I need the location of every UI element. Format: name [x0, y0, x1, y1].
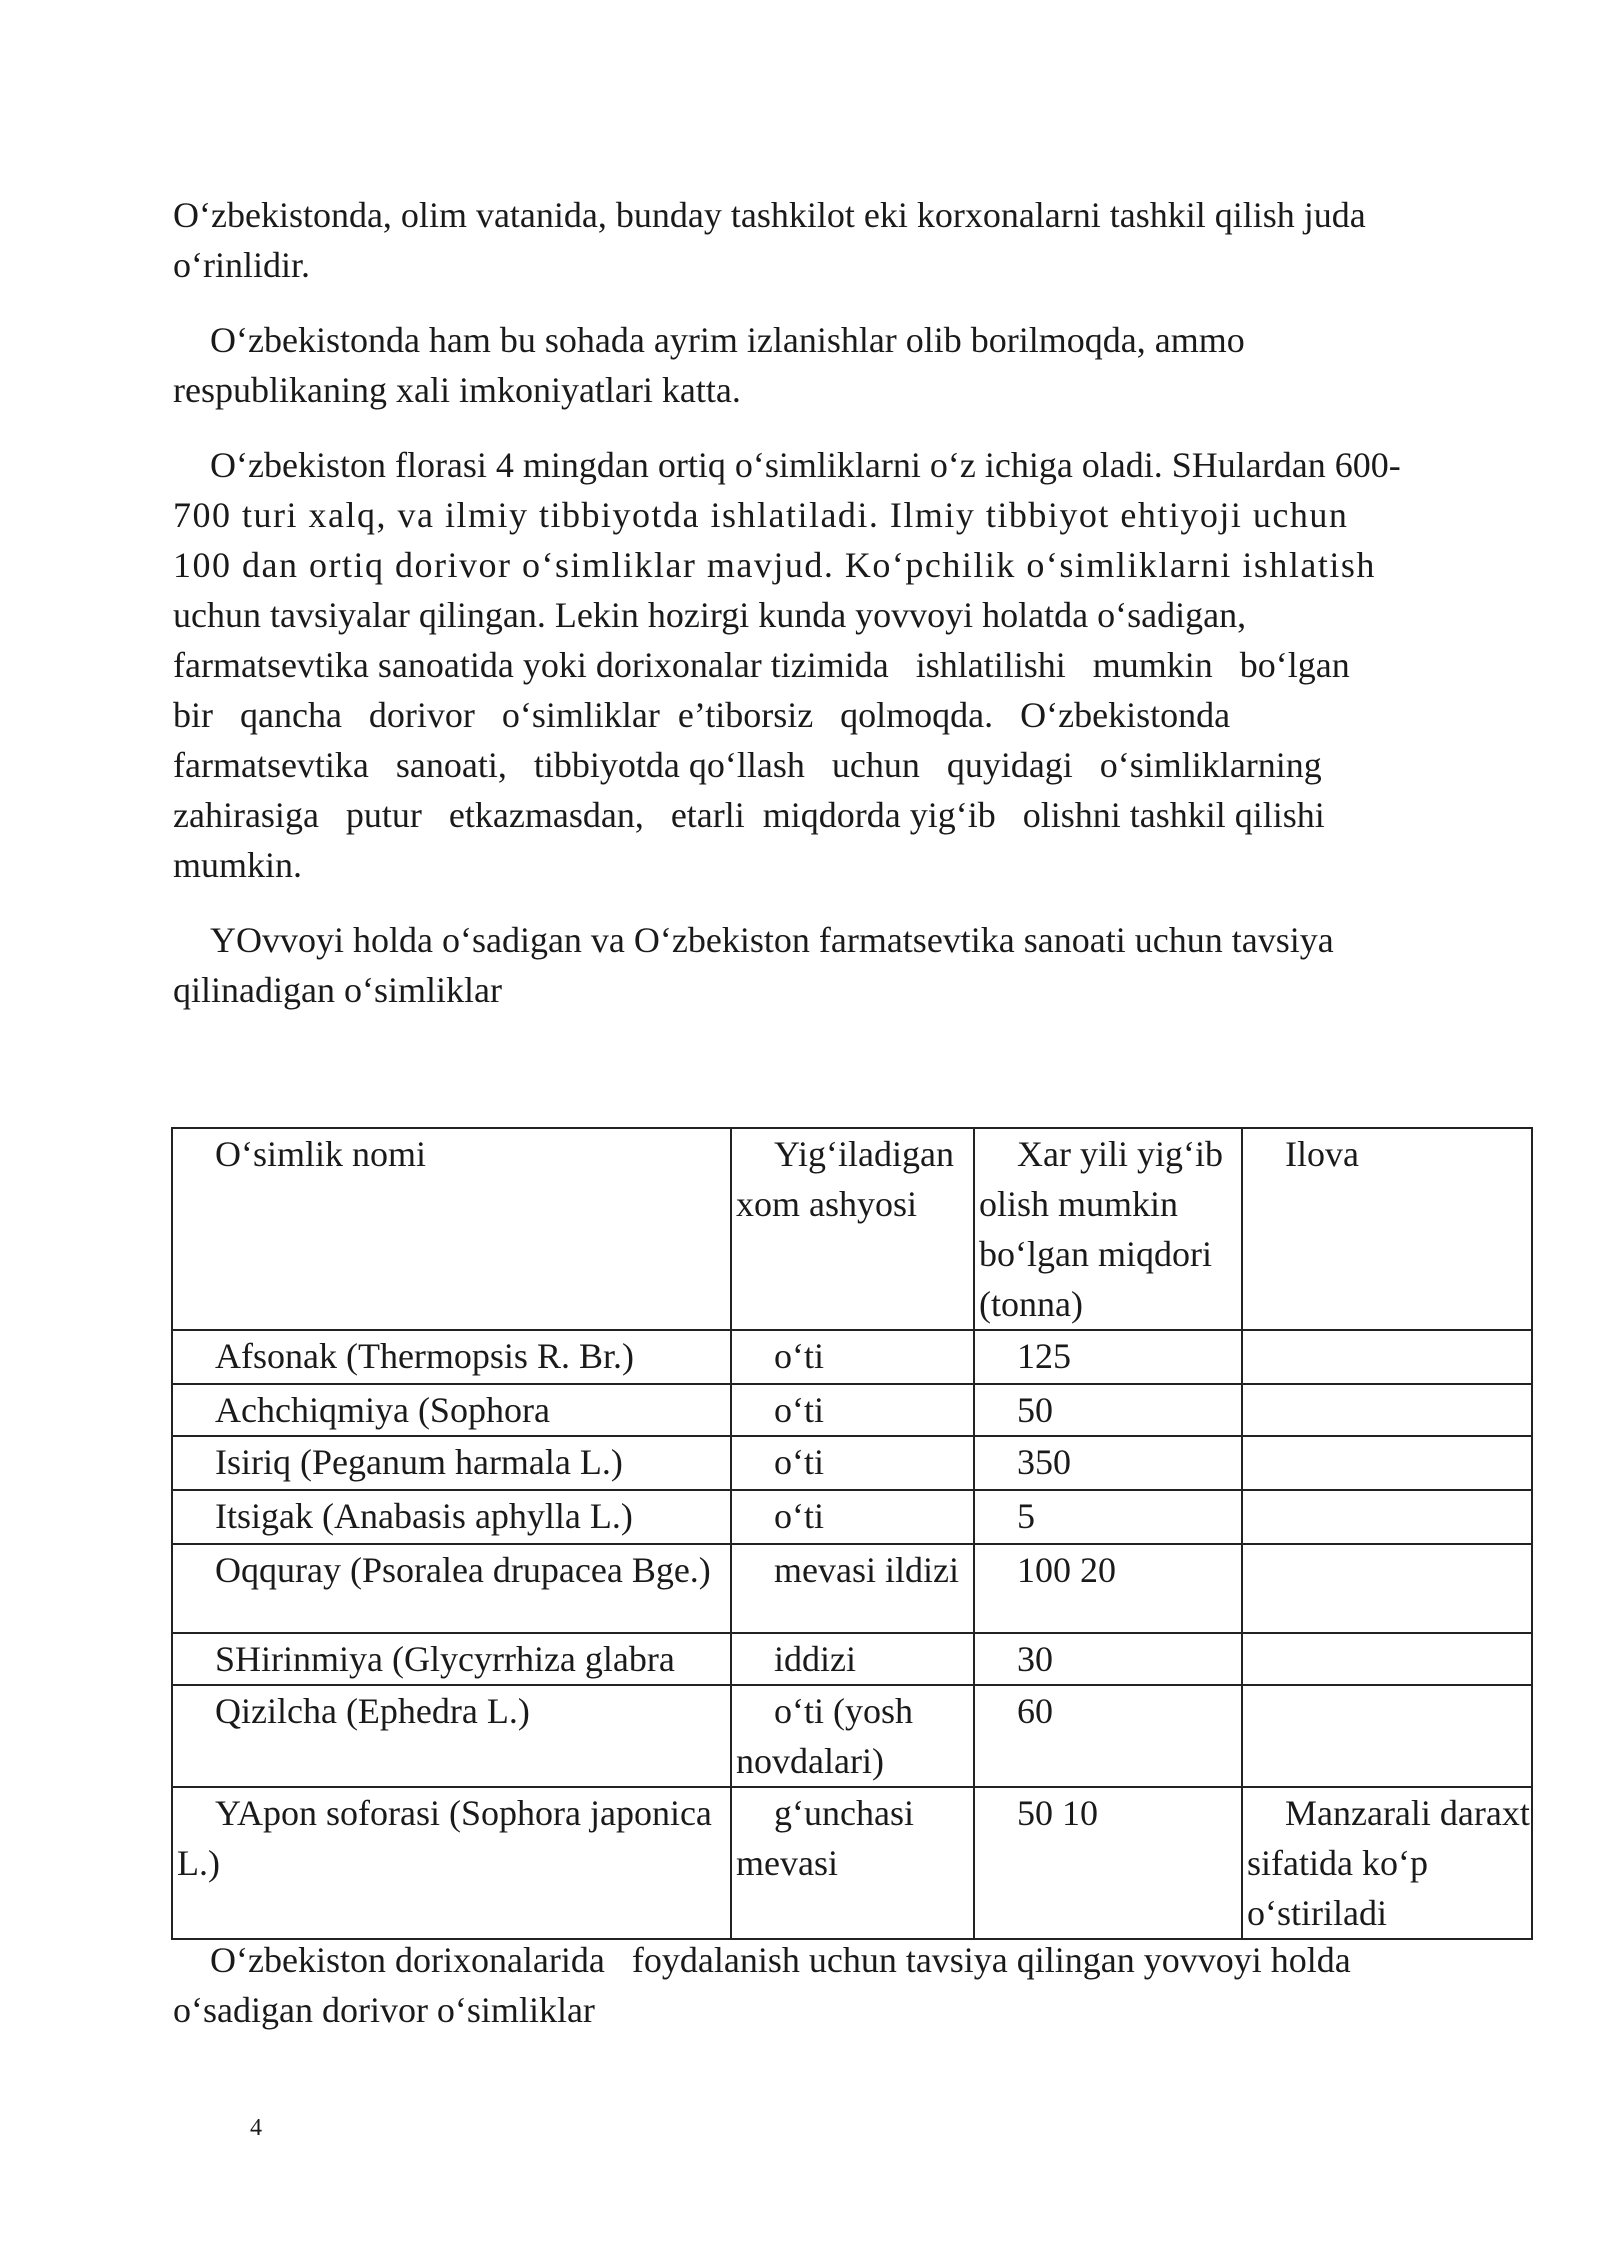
table-cell: Achchiqmiya (Sophora	[172, 1384, 731, 1436]
table-cell: o‘ti	[731, 1436, 974, 1490]
table-header-cell: O‘simlik nomi	[172, 1128, 731, 1330]
table-cell: 50	[974, 1384, 1242, 1436]
text-line: respublikaning xali imkoniyatlari katta.	[173, 370, 741, 410]
text-line: YOvvoyi holda o‘sadigan va O‘zbekiston farmatsevtika sanoati uchun tavsiya	[210, 920, 1334, 960]
table-cell: o‘ti (yosh novdalari)	[731, 1685, 974, 1787]
text-line: o‘sadigan dorivor o‘simliklar	[173, 1990, 595, 2030]
table-cell: mevasi ildizi	[731, 1544, 974, 1633]
text-line: farmatsevtika sanoati, tibbiyotda qo‘llash uchun quyidagi o‘simliklarning	[173, 745, 1322, 785]
table-cell: Itsigak (Anabasis aphylla L.)	[172, 1490, 731, 1544]
table-cell: 50 10	[974, 1787, 1242, 1939]
text-line: qilinadigan o‘simliklar	[173, 970, 502, 1010]
table-cell	[1242, 1384, 1532, 1436]
table-cell: 30	[974, 1633, 1242, 1685]
text-line: o‘rinlidir.	[173, 245, 310, 285]
table-cell: g‘unchasi mevasi	[731, 1787, 974, 1939]
text-line: zahirasiga putur etkazmasdan, etarli miqdorda yig‘ib olishni tashkil qilishi	[173, 795, 1325, 835]
paragraph-5	[173, 1935, 1493, 2035]
table-header-cell: Yig‘iladigan xom ashyosi	[731, 1128, 974, 1330]
table-cell: 5	[974, 1490, 1242, 1544]
table-cell: 350	[974, 1436, 1242, 1490]
paragraph-2	[173, 315, 1493, 415]
paragraph-1	[173, 190, 1493, 290]
table-row	[172, 1544, 1532, 1633]
text-line: 100 dan ortiq dorivor o‘simliklar mavjud. Ko‘pchilik o‘simliklarni ishlatish	[173, 545, 1376, 585]
text-line: uchun tavsiyalar qilingan. Lekin hozirgi kunda yovvoyi holatda o‘sadigan,	[173, 595, 1247, 635]
text-line: O‘zbekiston dorixonalarida foydalanish uchun tavsiya qilingan yovvoyi holda	[210, 1940, 1351, 1980]
table-header-cell: Ilova	[1242, 1128, 1532, 1330]
table-cell	[1242, 1330, 1532, 1384]
table-cell	[1242, 1436, 1532, 1490]
table-header-row	[172, 1128, 1532, 1330]
table-header-cell: Xar yili yig‘ib olish mumkin bo‘lgan miqdori (tonna)	[974, 1128, 1242, 1330]
text-line: O‘zbekiston florasi 4 mingdan ortiq o‘simliklarni o‘z ichiga oladi. SHulardan 600-	[210, 445, 1401, 485]
table-cell: o‘ti	[731, 1330, 974, 1384]
page-number: 4	[250, 2115, 262, 2141]
table-cell: 100 20	[974, 1544, 1242, 1633]
table-row	[172, 1330, 1532, 1384]
table-cell	[1242, 1490, 1532, 1544]
table-cell: 125	[974, 1330, 1242, 1384]
table-cell: o‘ti	[731, 1490, 974, 1544]
paragraph-3	[173, 440, 1493, 890]
table-row	[172, 1436, 1532, 1490]
paragraph-4-table-caption	[173, 915, 1493, 1015]
table-cell: Qizilcha (Ephedra L.)	[172, 1685, 731, 1787]
table-cell: YApon soforasi (Sophora japonica L.)	[172, 1787, 731, 1939]
table-cell: Oqquray (Psoralea drupacea Bge.)	[172, 1544, 731, 1633]
table-cell	[1242, 1633, 1532, 1685]
text-line: 700 turi xalq, va ilmiy tibbiyotda ishlatiladi. Ilmiy tibbiyot ehtiyoji uchun	[173, 495, 1349, 535]
plants-table	[171, 1127, 1533, 1940]
table-cell: 60	[974, 1685, 1242, 1787]
table-cell: Manzarali daraxt sifatida ko‘p o‘stiriladi	[1242, 1787, 1532, 1939]
text-line: O‘zbekistonda, olim vatanida, bunday tashkilot eki korxonalarni tashkil qilish juda	[173, 195, 1366, 235]
text-line: farmatsevtika sanoatida yoki dorixonalar tizimida ishlatilishi mumkin bo‘lgan	[173, 645, 1350, 685]
table-cell: Isiriq (Peganum harmala L.)	[172, 1436, 731, 1490]
table-row	[172, 1633, 1532, 1685]
table-cell: Afsonak (Thermopsis R. Br.)	[172, 1330, 731, 1384]
text-line: O‘zbekistonda ham bu sohada ayrim izlanishlar olib borilmoqda, ammo	[210, 320, 1245, 360]
text-line: bir qancha dorivor o‘simliklar e’tiborsiz qolmoqda. O‘zbekistonda	[173, 695, 1231, 735]
text-line: mumkin.	[173, 845, 303, 885]
table-cell	[1242, 1685, 1532, 1787]
table-cell	[1242, 1544, 1532, 1633]
table-row	[172, 1685, 1532, 1787]
table-row	[172, 1490, 1532, 1544]
table-cell: iddizi	[731, 1633, 974, 1685]
table-cell: SHirinmiya (Glycyrrhiza glabra	[172, 1633, 731, 1685]
table-row	[172, 1384, 1532, 1436]
table-cell: o‘ti	[731, 1384, 974, 1436]
table-row	[172, 1787, 1532, 1939]
